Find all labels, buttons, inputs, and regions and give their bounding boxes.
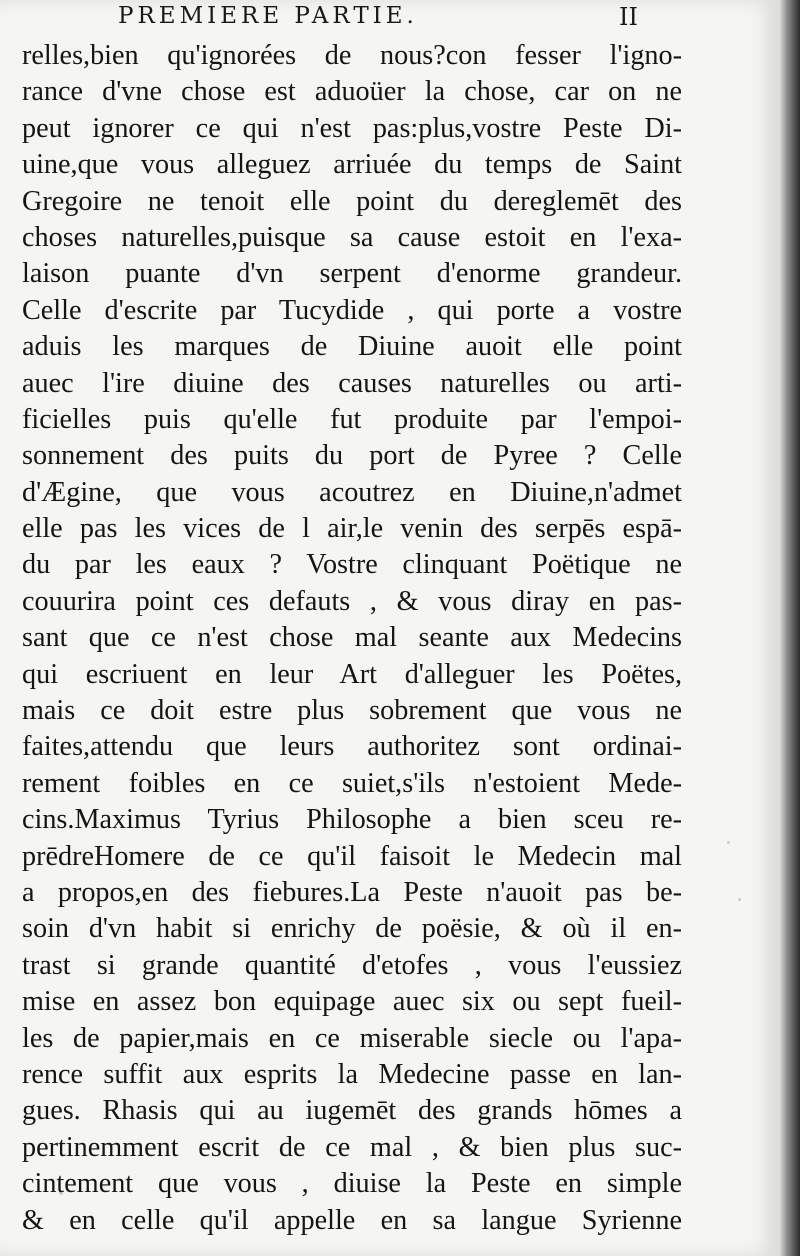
text-line: prēdreHomere de ce qu'il faisoit le Medecin mal [22, 840, 682, 872]
text-line: cintement que vous , diuise la Peste en simple [22, 1168, 682, 1200]
text-line: peut ignorer ce qui n'est pas:plus,vostre Peste Di- [22, 112, 682, 144]
text-line: elle pas les vices de l air,le venin des serpēs espā- [22, 513, 682, 545]
page-header [0, 0, 780, 34]
page-edge-shadow [780, 0, 800, 1256]
text-line: trast si grande quantité d'etofes , vous l'eussiez [22, 949, 682, 981]
text-line: faites,attendu que leurs authoritez sont ordinai- [22, 731, 682, 763]
text-line: relles,bien qu'ignorées de nous?con fesser l'igno- [22, 40, 682, 71]
text-line: aduis les marques de Diuine auoit elle point [22, 331, 682, 363]
text-line: a propos,en des fiebures.La Peste n'auoit pas be- [22, 876, 682, 908]
text-line: rance d'vne chose est aduoüer la chose, car on ne [22, 76, 682, 108]
text-line: mise en assez bon equipage auec six ou sept fueil- [22, 986, 682, 1018]
text-line: uine,que vous alleguez arriuée du temps de Saint [22, 149, 682, 181]
text-line: ficielles puis qu'elle fut produite par l'empoi- [22, 403, 682, 435]
text-line: mais ce doit estre plus sobrement que vous ne [22, 695, 682, 727]
running-head: PREMIERE PARTIE. [118, 3, 418, 29]
text-line: & en celle qu'il appelle en sa langue Syrienne [22, 1204, 682, 1236]
text-line: les de papier,mais en ce miserable siecle ou l'apa- [22, 1022, 682, 1054]
text-line: Celle d'escrite par Tucydide , qui porte a vostre [22, 294, 682, 326]
ink-spot [738, 898, 741, 901]
ink-spot [59, 1191, 63, 1195]
text-line: rement foibles en ce suiet,s'ils n'estoient Mede- [22, 767, 682, 799]
text-line: qui escriuent en leur Art d'alleguer les Poëtes, [22, 658, 682, 690]
text-line: choses naturelles,puisque sa cause estoit en l'exa- [22, 221, 682, 253]
text-line: soin d'vn habit si enrichy de poësie, & où il en- [22, 913, 682, 945]
text-line: auec l'ire diuine des causes naturelles ou arti- [22, 367, 682, 399]
ink-spot [727, 841, 730, 844]
text-line: Gregoire ne tenoit elle point du dereglemēt des [22, 185, 682, 217]
text-line: couurira point ces defauts , & vous diray en pas- [22, 585, 682, 617]
text-line: gues. Rhasis qui au iugemēt des grands hōmes a [22, 1095, 682, 1127]
text-line: sonnement des puits du port de Pyree ? Celle [22, 440, 682, 472]
text-line: d'Ægine, que vous acoutrez en Diuine,n'admet [22, 476, 682, 508]
body-text [22, 38, 682, 1239]
text-line: laison puante d'vn serpent d'enorme grandeur. [22, 258, 682, 290]
text-line: cins.Maximus Tyrius Philosophe a bien sceu re- [22, 804, 682, 836]
text-line: sant que ce n'est chose mal seante aux Medecins [22, 622, 682, 654]
text-line: pertinemment escrit de ce mal , & bien plus suc- [22, 1131, 682, 1163]
text-line: du par les eaux ? Vostre clinquant Poëtique ne [22, 549, 682, 581]
page-number: II [619, 3, 638, 31]
text-line: rence suffit aux esprits la Medecine passe en lan- [22, 1058, 682, 1090]
